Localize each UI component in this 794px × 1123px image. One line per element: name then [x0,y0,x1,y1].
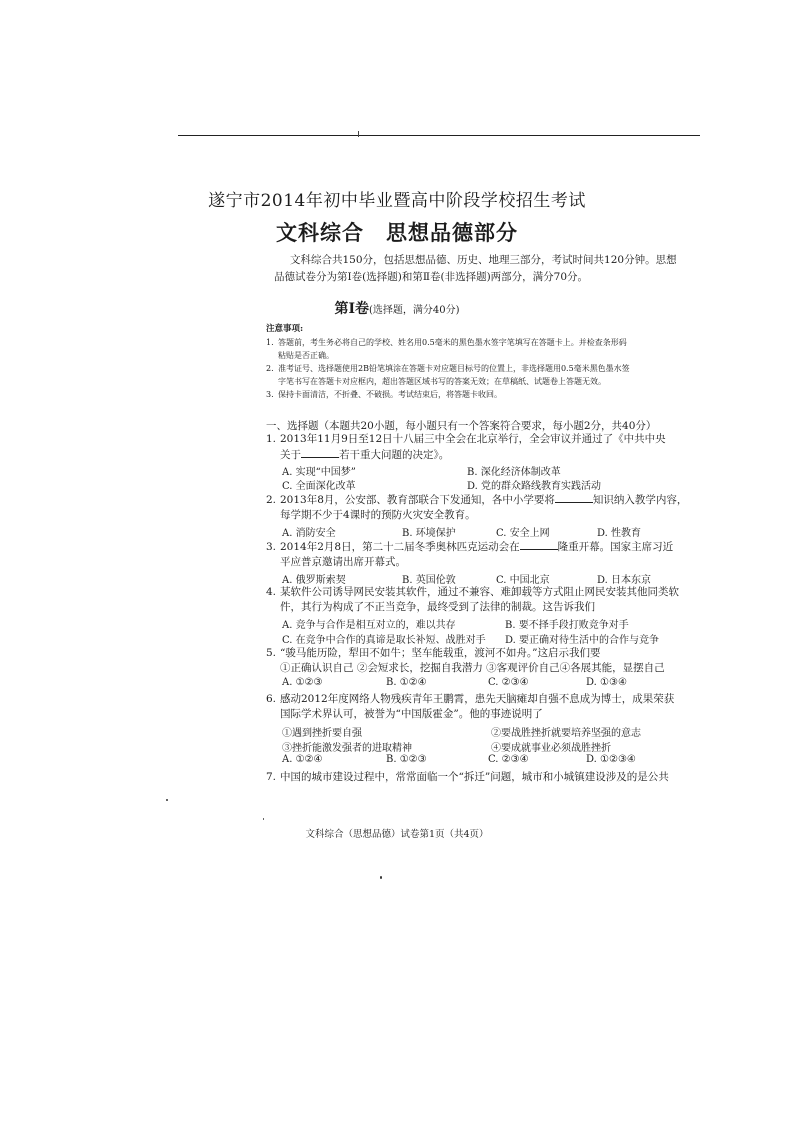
notice-text: 准考证号、选择题使用2B铅笔填涂在答题卡对应题目标号的位置上，非选择题用0.5毫米黑色墨水签 [278,364,630,373]
question-number: 6. [266,693,277,705]
notice-number: 2. [266,364,274,373]
option-b: B. 环境保护 [402,528,456,539]
option-c: C. 全面深化改革 [282,481,356,492]
option-d: D. ①②③④ [586,754,636,765]
notice-text-cont: 字笔书写在答题卡对应框内，超出答题区域书写的答案无效；在草稿纸、试题卷上答题无效。 [278,377,606,386]
question-text: 2013年11月9日至12日十八届三中全会在北京举行，全会审议并通过了《中共中央 [280,433,666,445]
option-c: C. 在竞争中合作的真谛是取长补短、战胜对手 [282,635,486,646]
question-number: 1. [266,433,277,445]
option-c: C. ②③④ [488,754,529,765]
option-d: D. 性教育 [597,528,642,539]
scan-speck [380,876,382,879]
answer-blank [555,492,593,503]
option-d: D. 党的群众路线教育实践活动 [467,481,602,492]
option-a: A. ①②④ [282,754,323,765]
notice-item [266,362,708,388]
notice-number: 1. [266,338,274,347]
option-a: A. ①②③ [282,677,323,688]
question-text-part: 关于 [280,449,301,461]
option-a: A. 竞争与合作是相互对立的，难以共存 [282,620,456,631]
question-3 [266,539,716,570]
question-number: 2. [266,494,277,506]
question-6 [266,692,716,722]
top-rule [178,135,700,136]
question-text-cont: 件，其行为构成了不正当竞争，最终受到了法律的制裁。这告诉我们 [280,601,595,613]
question-text: 感动2012年度网络人物残疾青年王鹏霄，患先天脑瘫却自强不息成为博士，成果荣获 [280,693,675,705]
question-number: 7. [266,771,277,783]
part-title-note: (选择题，满分40分) [369,305,460,316]
part-title-main: 第Ⅰ卷 [334,301,370,317]
option-a: A. 消防安全 [282,528,336,539]
notice-item [266,388,708,401]
part-title [0,298,794,318]
question-text-cont: ①正确认识自己 ②会短求长，挖掘自我潜力 ③客观评价自己④各展其能，显摆自己 [280,662,665,674]
intro-line-1: 文科综合共150分，包括思想品德、历史、地理三部分，考试时间共120分钟。思想 [290,254,677,266]
question-7 [266,770,716,785]
statement-3: ③挫折能激发强者的进取精神 [282,743,412,754]
question-text-cont: 平应普京邀请出席开幕式。 [280,556,406,568]
notice-number: 3. [266,390,274,399]
option-b: B. 英国伦敦 [402,575,456,586]
question-text: 中国的城市建设过程中，常常面临一个“拆迁”问题，城市和小城镇建设涉及的是公共 [280,771,669,783]
notice-text: 保持卡面清洁，不折叠、不破损。考试结束后，将答题卡收回。 [278,390,502,399]
option-d: D. 日本东京 [597,575,652,586]
section-heading: 一、选择题（本题共20小题，每小题只有一个答案符合要求，每小题2分，共40分） [266,420,657,432]
notice-heading: 注意事项: [266,324,304,334]
question-text-part: 隆重开幕。国家主席习近 [557,541,674,553]
option-b: B. 深化经济体制改革 [467,467,561,478]
question-text-cont [266,447,716,463]
question-number: 5. [266,647,277,659]
statement-1: ①遇到挫折要自强 [282,728,362,739]
intro-line-2: 品德试卷分为第Ⅰ卷(选择题)和第Ⅱ卷(非选择题)两部分，满分70分。 [274,271,589,283]
answer-blank [520,539,558,550]
option-b: B. 要不择手段打败竞争对手 [505,620,629,631]
rule-mark [358,131,363,137]
question-number: 3. [266,541,277,553]
question-5 [266,646,716,676]
option-d: D. ①③④ [586,677,627,688]
question-number: 4. [266,586,277,598]
subject-title: 文科综合 思想品德部分 [276,220,518,245]
question-text-part: 若干重大问题的决定》。 [339,449,450,461]
exam-title: 遂宁市2014年初中毕业暨高中阶段学校招生考试 [208,191,586,211]
scan-speck [166,799,168,801]
statement-2: ②要战胜挫折就要培养坚强的意志 [491,728,641,739]
option-a: A. 俄罗斯索契 [282,575,346,586]
question-1 [266,432,716,463]
option-c: C. 中国北京 [496,575,550,586]
question-text: 某软件公司诱导网民安装其软件，通过不兼容、难卸载等方式阻止网民安装其他同类软 [280,586,679,598]
option-c: C. ②③④ [488,677,529,688]
intro-paragraph [274,252,722,286]
statement-4: ④要成就事业必须战胜挫折 [491,743,611,754]
page-footer: 文科综合（思想品德）试卷第1页（共4页） [305,829,489,840]
question-text-part: 2014年2月8日，第二十二届冬季奥林匹克运动会在 [280,541,520,553]
question-text-cont: 国际学术界认可，被誉为“中国版霍金”。他的事迹说明了 [280,708,543,720]
question-text-part: 2013年8月，公安部、教育部联合下发通知，各中小学要将 [280,494,555,506]
option-b: B. ①②④ [386,677,427,688]
answer-blank [301,447,339,458]
question-4 [266,585,716,615]
question-text: “骏马能历险，犁田不如牛；坚车能载重，渡河不如舟。”这启示我们要 [280,647,601,659]
option-d: D. 要正确对待生活中的合作与竞争 [505,635,660,646]
option-a: A. 实现“中国梦” [282,467,356,478]
option-c: C. 安全上网 [496,528,550,539]
question-text-part: 知识纳入教学内容， [592,494,688,506]
scan-speck [263,818,264,820]
question-text-cont: 每学期不少于4课时的预防火灾安全教育。 [280,509,476,521]
notice-text: 答题前，考生务必将自己的学校、姓名用0.5毫米的黑色墨水签字笔填写在答题卡上。并检查条形码 [278,338,627,347]
notice-item [266,336,708,362]
question-2 [266,492,716,523]
option-b: B. ①②③ [386,754,427,765]
notice-text-cont: 粘贴是否正确。 [278,351,334,360]
